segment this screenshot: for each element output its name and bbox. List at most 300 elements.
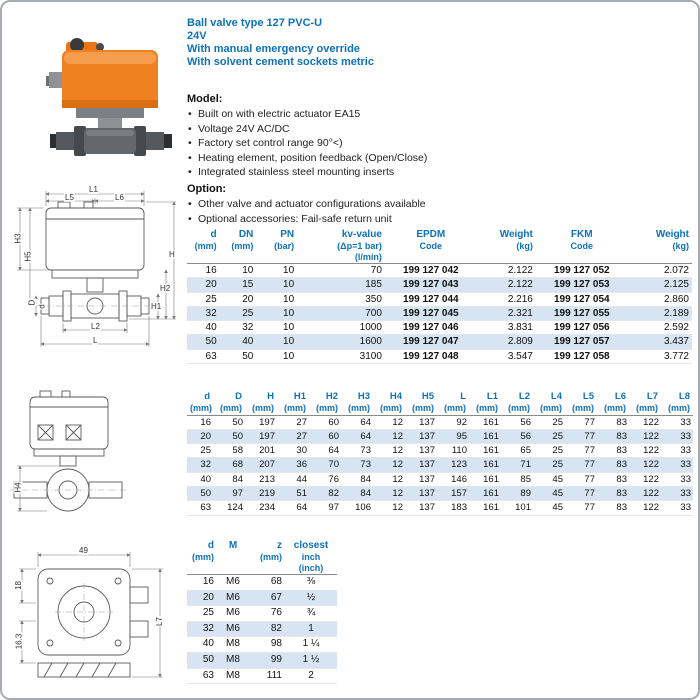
- column-header: [285, 540, 337, 575]
- table-cell: 45: [533, 486, 565, 500]
- table-cell: 161: [469, 486, 501, 500]
- column-header-text: DN: [238, 229, 254, 240]
- table-cell: 92: [437, 415, 469, 429]
- table-cell: 106: [341, 501, 373, 515]
- table-cell: 77: [565, 415, 597, 429]
- table-cell: 122: [629, 501, 661, 515]
- table-cell: 50: [220, 349, 257, 363]
- table-cell: 33: [661, 486, 693, 500]
- table-cell: 161: [469, 501, 501, 515]
- dim-label-L: L: [93, 336, 98, 345]
- table-row: [187, 621, 337, 637]
- table-cell: 124: [213, 501, 245, 515]
- column-header-text: (mm): [604, 403, 626, 413]
- column-header-text: (mm): [260, 552, 282, 562]
- table-cell: 40: [220, 335, 257, 349]
- option-heading: Option:: [187, 183, 227, 195]
- table-cell: 161: [469, 472, 501, 486]
- column-header: [187, 229, 220, 264]
- table-cell: 1: [285, 621, 337, 637]
- table-cell: 82: [249, 621, 285, 637]
- table-row: [187, 278, 692, 292]
- bullet-item: • Factory set control range 90°<): [187, 136, 427, 151]
- table-cell: 2.189: [628, 306, 692, 320]
- column-header: [661, 391, 693, 415]
- table-cell: 137: [405, 458, 437, 472]
- column-header-text: H4: [389, 391, 402, 402]
- table-cell: 77: [565, 429, 597, 443]
- column-header-text: PN: [280, 229, 295, 240]
- table-cell: 2.072: [628, 264, 692, 278]
- header-row: [187, 391, 693, 415]
- technical-drawing-top: [8, 545, 175, 697]
- table-cell: 199 127 044: [385, 292, 477, 306]
- table-cell: 2.122: [477, 264, 536, 278]
- column-header-text: (mm): [284, 403, 306, 413]
- column-header: [385, 229, 477, 264]
- table-cell: 12: [373, 444, 405, 458]
- dim-label-16-3: 16.3: [14, 633, 24, 650]
- table-cell: 45: [533, 501, 565, 515]
- front-drawing-art: [10, 188, 182, 384]
- table-cell: 137: [405, 486, 437, 500]
- table-cell: 76: [309, 472, 341, 486]
- table-cell: 146: [437, 472, 469, 486]
- product-title: [187, 17, 374, 69]
- table-cell: 234: [245, 501, 277, 515]
- dimensions-table: [187, 391, 693, 516]
- table-cell: 122: [629, 429, 661, 443]
- table-cell: 84: [341, 472, 373, 486]
- column-header-text: (mm): [444, 403, 466, 413]
- column-header: [437, 391, 469, 415]
- table-cell: 99: [249, 652, 285, 668]
- column-header-text: (mm): [476, 403, 498, 413]
- table-cell: 123: [437, 458, 469, 472]
- table-cell: 183: [437, 501, 469, 515]
- column-header-text: z: [277, 540, 282, 551]
- bullet-item: • Other valve and actuator configurations available: [187, 197, 426, 212]
- table-cell: 12: [373, 472, 405, 486]
- column-header-text: L4: [550, 391, 562, 402]
- table-cell: 16: [187, 575, 217, 591]
- table-cell: M8: [217, 637, 249, 653]
- table-cell: 12: [373, 415, 405, 429]
- column-header-text: (mm): [668, 403, 690, 413]
- column-header-text: d: [210, 229, 217, 240]
- table-cell: 161: [469, 444, 501, 458]
- table-cell: 199 127 052: [536, 264, 628, 278]
- table-cell: 10: [256, 292, 297, 306]
- dim-label-L7: L7: [154, 617, 164, 626]
- table-cell: 10: [256, 264, 297, 278]
- column-header-text: (mm): [636, 403, 658, 413]
- table-cell: 64: [341, 415, 373, 429]
- product-photo: [46, 22, 176, 177]
- column-header: [628, 229, 692, 264]
- table-cell: 122: [629, 486, 661, 500]
- table-cell: 40: [187, 321, 220, 335]
- table-cell: 137: [405, 472, 437, 486]
- bullet-item: • Built on with electric actuator EA15: [187, 107, 427, 122]
- dim-label-H1: H1: [151, 302, 162, 311]
- table-row: [187, 429, 693, 443]
- column-header-text: M: [228, 540, 238, 551]
- table-cell: 10: [256, 349, 297, 363]
- model-list: [187, 107, 427, 180]
- column-header-text: L8: [678, 391, 690, 402]
- bullet-item: • Voltage 24V AC/DC: [187, 122, 427, 137]
- column-header-text: (mm): [192, 552, 214, 562]
- bullet-item: • Heating element, position feedback (Open/Close): [187, 151, 427, 166]
- table-cell: 122: [629, 444, 661, 458]
- title-line: 24V: [187, 30, 207, 42]
- table-cell: 77: [565, 501, 597, 515]
- column-header: [597, 391, 629, 415]
- table-row: [187, 668, 337, 684]
- table-cell: 122: [629, 415, 661, 429]
- table-cell: 1 ½: [285, 652, 337, 668]
- table-cell: 10: [256, 321, 297, 335]
- header-row: [187, 540, 337, 575]
- model-section: [187, 93, 427, 180]
- header-row: [187, 229, 692, 264]
- column-header-text: d: [207, 540, 214, 551]
- table-cell: 197: [245, 429, 277, 443]
- table-cell: 70: [309, 458, 341, 472]
- table-cell: 12: [373, 429, 405, 443]
- table-row: [187, 637, 337, 653]
- table-cell: 25: [187, 444, 213, 458]
- column-header: [373, 391, 405, 415]
- table-cell: 157: [437, 486, 469, 500]
- table-cell: 33: [661, 458, 693, 472]
- table-cell: 33: [661, 429, 693, 443]
- column-header: [220, 229, 257, 264]
- column-header: [405, 391, 437, 415]
- table-cell: 32: [187, 458, 213, 472]
- table-cell: 71: [501, 458, 533, 472]
- table-cell: 25: [533, 415, 565, 429]
- table-cell: 3.547: [477, 349, 536, 363]
- column-header-text: Weight: [499, 229, 533, 240]
- option-list: [187, 197, 426, 226]
- table-cell: 56: [501, 429, 533, 443]
- table-cell: 63: [187, 349, 220, 363]
- table-cell: 1000: [297, 321, 385, 335]
- table-cell: 83: [597, 472, 629, 486]
- table-cell: 137: [405, 429, 437, 443]
- column-header: [297, 229, 385, 264]
- table-cell: 700: [297, 306, 385, 320]
- column-header-text: (mm): [540, 403, 562, 413]
- table-cell: M6: [217, 606, 249, 622]
- title-line: With solvent cement sockets metric: [187, 56, 374, 68]
- table-cell: 33: [661, 444, 693, 458]
- table-cell: 76: [249, 606, 285, 622]
- table-cell: 20: [220, 292, 257, 306]
- product-photo-art: [46, 22, 176, 172]
- table-cell: 30: [277, 444, 309, 458]
- table-cell: 44: [277, 472, 309, 486]
- column-header-text: (kg): [672, 241, 689, 251]
- top-drawing-art: [8, 545, 175, 697]
- table-cell: 73: [341, 458, 373, 472]
- column-header-text: d: [204, 391, 210, 402]
- table-row: [187, 292, 692, 306]
- table-cell: 25: [187, 292, 220, 306]
- model-heading: Model:: [187, 93, 223, 105]
- column-header-text: (mm): [348, 403, 370, 413]
- table-cell: 122: [629, 458, 661, 472]
- dim-label-L2: L2: [91, 322, 100, 331]
- column-header-text: Weight: [655, 229, 689, 240]
- table-cell: 58: [213, 444, 245, 458]
- column-header: [533, 391, 565, 415]
- column-header-text: (mm): [508, 403, 530, 413]
- table-row: [187, 472, 693, 486]
- column-header-text: (mm): [412, 403, 434, 413]
- table-cell: 199 127 042: [385, 264, 477, 278]
- table-cell: 197: [245, 415, 277, 429]
- table-cell: 350: [297, 292, 385, 306]
- table-cell: 12: [373, 458, 405, 472]
- column-header-text: (bar): [274, 241, 295, 251]
- column-header: [256, 229, 297, 264]
- table-row: [187, 575, 337, 591]
- table-cell: 2.321: [477, 306, 536, 320]
- column-header: [629, 391, 661, 415]
- table-row: [187, 486, 693, 500]
- table-cell: 185: [297, 278, 385, 292]
- table-cell: 77: [565, 472, 597, 486]
- table-cell: 25: [187, 606, 217, 622]
- table-cell: 2.860: [628, 292, 692, 306]
- column-header-text: kv-value: [341, 229, 382, 240]
- title-line: Ball valve type 127 PVC-U: [187, 17, 323, 29]
- table-cell: 199 127 045: [385, 306, 477, 320]
- table-cell: 10: [256, 306, 297, 320]
- table-cell: M6: [217, 575, 249, 591]
- table-cell: 25: [533, 458, 565, 472]
- technical-drawing-front: [10, 185, 182, 384]
- table-cell: 32: [220, 321, 257, 335]
- table-cell: 56: [501, 415, 533, 429]
- dim-label-18: 18: [13, 581, 23, 590]
- table-row: [187, 349, 692, 363]
- table-cell: 73: [341, 444, 373, 458]
- dim-label-H4: H4: [13, 482, 23, 493]
- table-cell: 199 127 047: [385, 335, 477, 349]
- column-header: [277, 391, 309, 415]
- table-cell: 64: [309, 444, 341, 458]
- table-row: [187, 590, 337, 606]
- table-cell: 16: [187, 264, 220, 278]
- table-cell: 213: [245, 472, 277, 486]
- table-cell: 2.216: [477, 292, 536, 306]
- table-cell: 65: [501, 444, 533, 458]
- table-cell: 3100: [297, 349, 385, 363]
- table-cell: 98: [249, 637, 285, 653]
- column-header-text: (mm): [194, 241, 217, 251]
- table-cell: 27: [277, 415, 309, 429]
- table-cell: 219: [245, 486, 277, 500]
- column-header: [477, 229, 536, 264]
- column-header: [245, 391, 277, 415]
- table-row: [187, 501, 693, 515]
- table-cell: 10: [256, 335, 297, 349]
- table-cell: 84: [341, 486, 373, 500]
- column-header: [187, 540, 217, 575]
- table-cell: 20: [187, 278, 220, 292]
- table-cell: 2.592: [628, 321, 692, 335]
- table-cell: 40: [187, 472, 213, 486]
- column-header-text: L2: [518, 391, 530, 402]
- table-cell: 33: [661, 501, 693, 515]
- column-header-text: (mm): [380, 403, 402, 413]
- dim-label-D: D: [27, 299, 37, 306]
- column-header-text: L1: [486, 391, 498, 402]
- column-header-text: H5: [421, 391, 434, 402]
- table-cell: 50: [213, 429, 245, 443]
- column-header: [213, 391, 245, 415]
- table-cell: M8: [217, 652, 249, 668]
- table-cell: 25: [533, 444, 565, 458]
- table-cell: 50: [187, 652, 217, 668]
- table-cell: 137: [405, 444, 437, 458]
- table-cell: 45: [533, 472, 565, 486]
- table-cell: 137: [405, 501, 437, 515]
- column-header-text: FKM: [570, 229, 593, 240]
- table-cell: 199 127 048: [385, 349, 477, 363]
- dim-label-H5: H5: [23, 251, 33, 262]
- table-row: [187, 306, 692, 320]
- table-cell: 25: [220, 306, 257, 320]
- table-cell: 1600: [297, 335, 385, 349]
- table-cell: 2.122: [477, 278, 536, 292]
- table-cell: 50: [213, 415, 245, 429]
- dim-label-L5: L5: [65, 193, 74, 202]
- table-cell: 15: [220, 278, 257, 292]
- table-cell: 50: [187, 486, 213, 500]
- table-cell: 60: [309, 415, 341, 429]
- dim-label-d: d: [37, 304, 47, 309]
- column-header-text: (mm): [231, 241, 254, 251]
- column-header-text: L6: [614, 391, 626, 402]
- table-cell: 199 127 053: [536, 278, 628, 292]
- table-row: [187, 321, 692, 335]
- column-header-text: L5: [582, 391, 594, 402]
- table-cell: 2.125: [628, 278, 692, 292]
- table-cell: 63: [187, 501, 213, 515]
- table-cell: 82: [309, 486, 341, 500]
- table-cell: 199 127 046: [385, 321, 477, 335]
- column-header-text: inch: [301, 552, 321, 562]
- codes-table: [187, 229, 692, 364]
- dim-label-H: H: [169, 250, 175, 259]
- table-cell: 64: [341, 429, 373, 443]
- column-header: [249, 540, 285, 575]
- table-cell: 63: [187, 668, 217, 684]
- table-cell: 33: [661, 472, 693, 486]
- column-header-text: (mm): [252, 403, 274, 413]
- column-header-text: H: [267, 391, 274, 402]
- table-cell: 32: [187, 621, 217, 637]
- table-cell: 161: [469, 415, 501, 429]
- table-cell: 3.437: [628, 335, 692, 349]
- table-cell: 40: [187, 637, 217, 653]
- column-header-text: (inch): [298, 562, 324, 573]
- column-header-text: D: [235, 391, 242, 402]
- column-header-text: (Δp=1 bar): [337, 241, 382, 251]
- table-cell: ⅜: [285, 575, 337, 591]
- table-cell: 207: [245, 458, 277, 472]
- table-cell: 161: [469, 458, 501, 472]
- column-header: [501, 391, 533, 415]
- dim-label-49: 49: [79, 546, 88, 555]
- table-row: [187, 264, 692, 278]
- table-cell: 68: [213, 458, 245, 472]
- table-cell: 10: [220, 264, 257, 278]
- table-cell: 2.809: [477, 335, 536, 349]
- table-cell: M6: [217, 590, 249, 606]
- bullet-item: • Integrated stainless steel mounting inserts: [187, 165, 427, 180]
- table-cell: 83: [597, 501, 629, 515]
- table-cell: 77: [565, 458, 597, 472]
- table-cell: 161: [469, 429, 501, 443]
- table-cell: 122: [629, 472, 661, 486]
- table-row: [187, 606, 337, 622]
- table-cell: 36: [277, 458, 309, 472]
- column-header-text: (mm): [316, 403, 338, 413]
- table-cell: 25: [533, 429, 565, 443]
- table-cell: 201: [245, 444, 277, 458]
- table-cell: 199 127 056: [536, 321, 628, 335]
- column-header-text: (mm): [220, 403, 242, 413]
- table-cell: 50: [187, 335, 220, 349]
- table-row: [187, 335, 692, 349]
- column-header: [536, 229, 628, 264]
- table-cell: 20: [187, 590, 217, 606]
- table-cell: 20: [187, 429, 213, 443]
- table-cell: ½: [285, 590, 337, 606]
- technical-drawing-side: [10, 385, 127, 537]
- title-line: With manual emergency override: [187, 43, 360, 55]
- table-row: [187, 415, 693, 429]
- table-cell: 1 ¼: [285, 637, 337, 653]
- table-cell: 84: [213, 472, 245, 486]
- table-cell: 83: [597, 429, 629, 443]
- table-cell: 199 127 054: [536, 292, 628, 306]
- column-header-text: Code: [570, 241, 594, 251]
- column-header-text: (mm): [190, 403, 212, 413]
- table-cell: 101: [501, 501, 533, 515]
- table-cell: 77: [565, 444, 597, 458]
- column-header: [565, 391, 597, 415]
- table-cell: 110: [437, 444, 469, 458]
- table-cell: 83: [597, 444, 629, 458]
- column-header-text: H2: [325, 391, 338, 402]
- column-header-text: (l/min): [354, 251, 382, 262]
- column-header-text: L7: [646, 391, 658, 402]
- dim-label-L6: L6: [115, 193, 124, 202]
- column-header: [469, 391, 501, 415]
- table-cell: 199 127 043: [385, 278, 477, 292]
- table-cell: 97: [213, 486, 245, 500]
- column-header-text: H1: [293, 391, 306, 402]
- thread-table: [187, 540, 337, 684]
- column-header-text: EPDM: [416, 229, 446, 240]
